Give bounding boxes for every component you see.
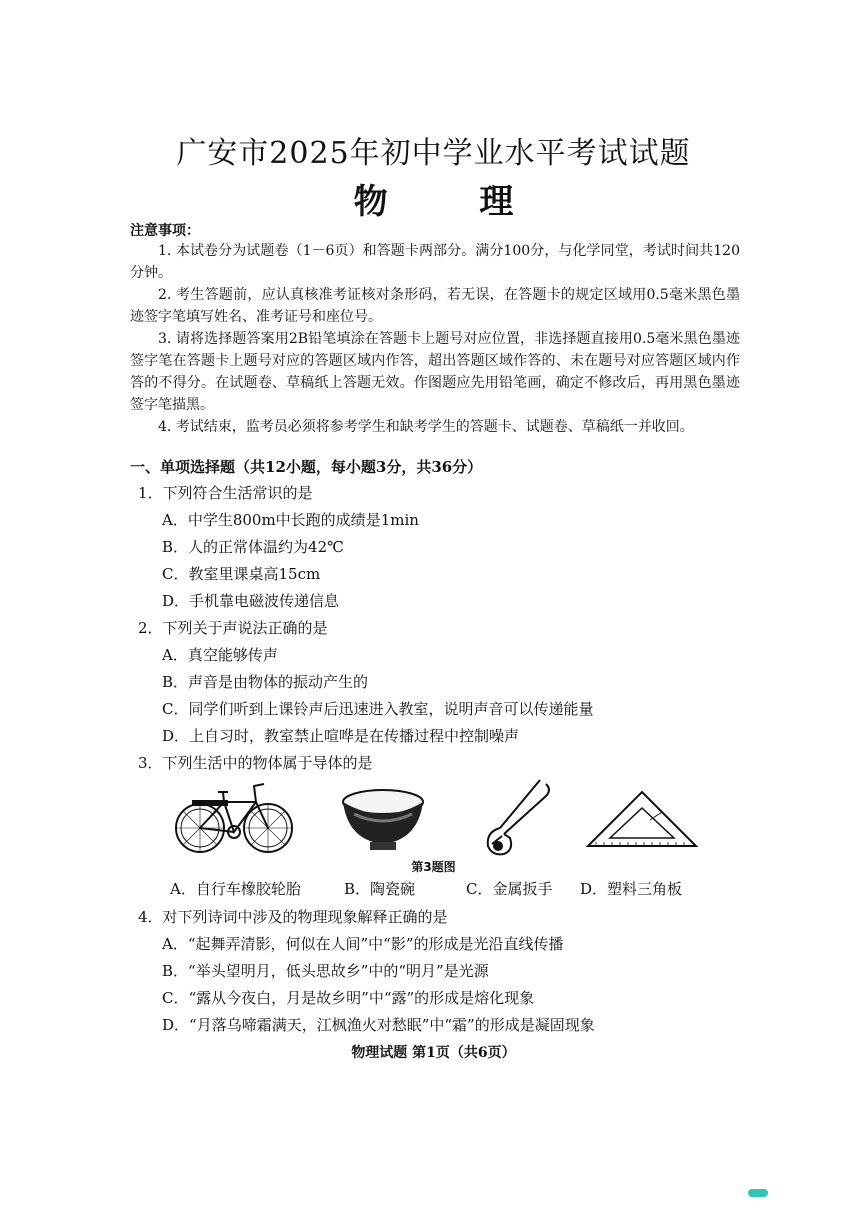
bicycle-icon: [172, 778, 296, 856]
question-option: C．教室里课桌高15cm: [162, 565, 321, 583]
section-heading: 一、单项选择题（共12小题，每小题3分，共36分）: [130, 458, 483, 476]
question-option: D．上自习时，教室禁止喧哗是在传播过程中控制噪声: [162, 727, 520, 745]
corner-mark: [748, 1189, 768, 1197]
question-option: A．真空能够传声: [162, 646, 278, 664]
question-option: A．自行车橡胶轮胎: [170, 880, 301, 898]
exam-title: 广安市2025年初中学业水平考试试题: [176, 136, 691, 171]
question-stem: 1．下列符合生活常识的是: [138, 484, 313, 502]
notice-item: 2. 考生答题前，应认真核准考证核对条形码，若无误，在答题卡的规定区域用0.5毫米黑色墨迹签字笔填写姓名、准考证号和座位号。: [130, 287, 740, 325]
triangle-ruler-icon: [586, 790, 698, 850]
question-option: B．人的正常体温约为42℃: [162, 538, 344, 556]
question-stem: 3．下列生活中的物体属于导体的是: [138, 754, 373, 772]
question-option: C．“露从今夜白，月是故乡明”中“露”的形成是熔化现象: [162, 989, 535, 1007]
notice-item: 4. 考试结束，监考员必须将参考学生和缺考学生的答题卡、试题卷、草稿纸一并收回。: [158, 419, 694, 435]
figure-caption: 第3题图: [411, 860, 456, 874]
bowl-icon: [340, 784, 426, 856]
question-option: B．“举头望明月，低头思故乡”中的“明月”是光源: [162, 962, 489, 980]
question-stem: 4．对下列诗词中涉及的物理现象解释正确的是: [138, 908, 448, 926]
question-option: C．同学们听到上课铃声后迅速进入教室，说明声音可以传递能量: [162, 700, 594, 718]
subject-title: 物 理: [353, 182, 554, 222]
question-option: A．“起舞弄清影，何似在人间”中“影”的形成是光沿直线传播: [162, 935, 564, 953]
notice-item: 1. 本试卷分为试题卷（1－6页）和答题卡两部分。满分100分，与化学同堂，考试时间共120分钟。: [130, 243, 740, 281]
question-option: B．声音是由物体的振动产生的: [162, 673, 369, 691]
question-option: D．“月落乌啼霜满天，江枫渔火对愁眠”中“霜”的形成是凝固现象: [162, 1016, 595, 1034]
notice-heading: 注意事项：: [130, 223, 200, 239]
notice-list: [130, 240, 740, 438]
question-stem: 2．下列关于声说法正确的是: [138, 619, 328, 637]
question-option: C．金属扳手: [466, 880, 553, 898]
question-option: B．陶瓷碗: [344, 880, 416, 898]
wrench-icon: [480, 778, 554, 858]
question-3-figure: [170, 778, 710, 858]
question-option: A．中学生800m中长跑的成绩是1min: [162, 511, 419, 529]
question-option: D．手机靠电磁波传递信息: [162, 592, 340, 610]
question-option: D．塑料三角板: [580, 880, 683, 898]
notice-item: 3. 请将选择题答案用2B铅笔填涂在答题卡上题号对应位置，非选择题直接用0.5毫米黑色墨迹签字笔在答题卡上题号对应的答题区域内作答，超出答题区域作答的、未在题号对应答题区域内作答的不得分。在试题卷、草稿纸上答题无效。作图题应先用铅笔画，确定不修改后，再用黑色墨迹签字笔描黑。: [130, 331, 740, 413]
page-footer: 物理试题 第1页（共6页）: [351, 1045, 516, 1061]
